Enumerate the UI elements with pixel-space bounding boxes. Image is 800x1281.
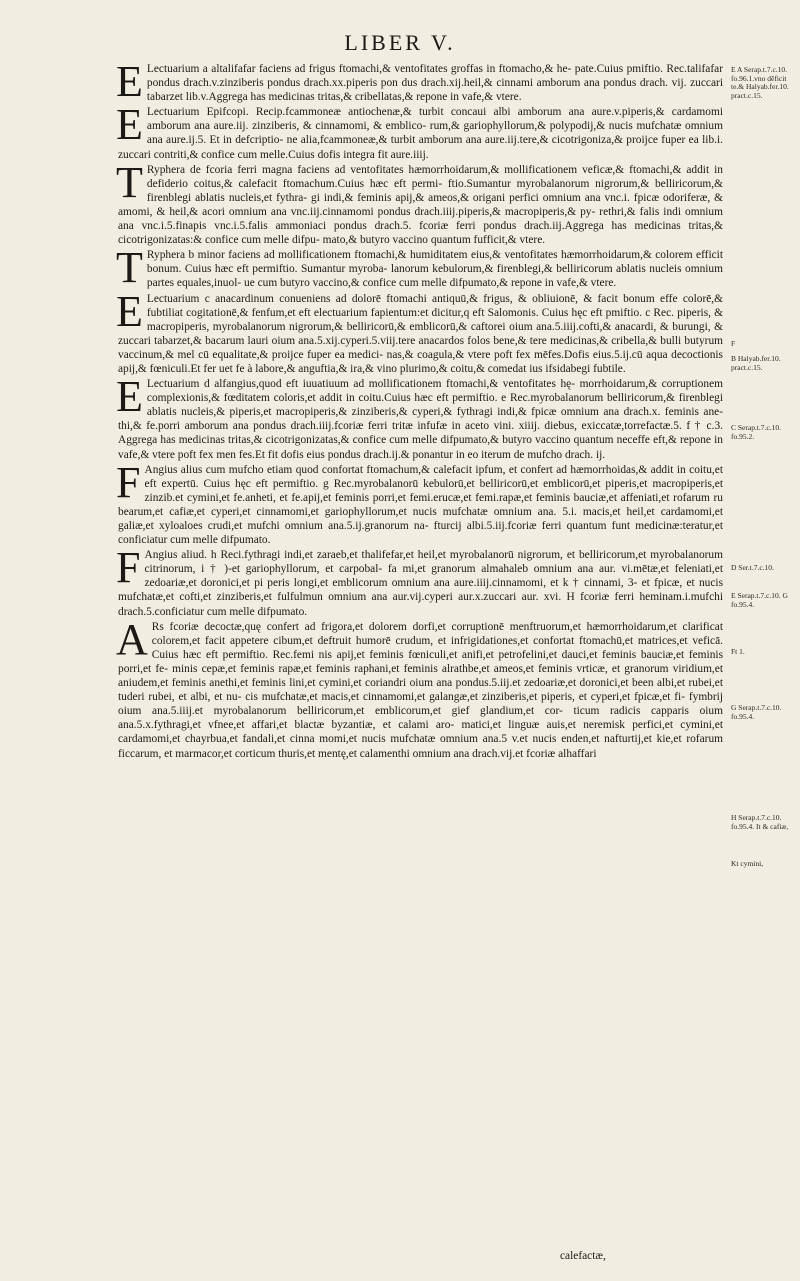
drop-cap: T xyxy=(116,243,143,293)
drop-cap: F xyxy=(116,543,141,593)
paragraph-electuarium-altalifafar xyxy=(116,57,723,106)
margin-note: F xyxy=(731,339,736,348)
paragraph-text: Lectuarium Epifcopi. Recip.fcammoneæ antiochenæ,& turbit concaui albi amborum ana aure.v.piperis,& cardamomi amborum ana aure.iij. zinziberis, & cinnamomi, & emblico- rum,& gariophyllorum,& polypodij,& nucis mufchatæ omnium ana aure.ij.5. Et in defcriptio- ne alia,fcammoneæ,& turbit amborum ana aure.iij.tere,& cicotrigoniza,& proijce fuper ea lib.i. zuccari contriti,& confice cum melle.Cuius dofis integra fit aure.iiij. xyxy=(118,106,723,161)
margin-note: B Halyab.fer.10. pract.c.15. xyxy=(731,354,781,372)
paragraph-ars-scoriae xyxy=(116,614,723,761)
paragraph-electuarium-anacardinum xyxy=(116,286,723,377)
margin-note: E Serap.t.7.c.10. G fo.95.4. xyxy=(731,591,788,609)
margin-note: D Ser.t.7.c.10. xyxy=(731,563,774,572)
margin-note: H Serap.t.7.c.10. fo.95.4. It & cafiæ, xyxy=(731,813,789,831)
paragraph-electuarium-alfangius xyxy=(116,372,723,462)
paragraph-text: Ryphera de fcoria ferri magna faciens ad ventofitates hæmorrhoidarum,& mollificationem veficæ,& ftomachi,& addit in defiderio coitus,& calefacit ftomachum.Cuius hæc eft permi- ftio.Sumantur myrobalanorum nigrorum,& belliricorum,& firenblegi ablatis nucleis,et fythra- gi indi,& feminis apij,& ameos,& origani perfici omnium ana vnc.i. fpicæ odoriferæ, & amomi, & heil,& acori omnium ana vnc.iij.cinnamomi pondus drach.iiij.piperis,& macropiperis,& py- rethri,& falis indi omnium ana vnc.i.5.finapis vnc.i.5.falis ammoniaci pondus drach.5. fcoriæ ferri pondus drach.iij.Aggrega has medicinas tritas,& cicotrigonizatas:& confice cum melle difpu- mato,& butyro vaccino quantum fufficit,& vtere. xyxy=(118,163,723,247)
margin-note: G Serap.t.7.c.10. fo.95.4. xyxy=(731,703,782,721)
paragraph-text: Lectuarium a altalifafar faciens ad frigus ftomachi,& ventofitates groffas in ftomacho,& he- pate.Cuius pmiftio. Rec.talifafar pondus drach.v.zinziberis pondus drach.xx.piperis pon dus drach.xij.heil,& cinnami amborum ana pondus drach. vij. zuccari tabarzet lib.v.Aggrega has medicinas tritas,& cribellatas,& repone in vafe,& vtere. xyxy=(146,63,723,104)
margin-note: Kt cymini, xyxy=(731,859,764,868)
drop-cap: T xyxy=(116,157,143,207)
drop-cap: E xyxy=(116,286,143,336)
paragraph-text: Lectuarium d alfangius,quod eft iuuatiuum ad mollificationem ftomachi,& ventofitates hę- morrhoidarum,& corruptionem complexionis,& fœditatem coloris,et addit in coitu.Cuius hæc eft permiftio. e Rec.myrobalanorum belliricorum,& firenblegi ablatis nucleis,& piperis,et macropiperis,& zinziberis,& cyperi,& fythragi indi,& fpicæ omnium ana drach.x. feminis ane- thi,& fe.porri amborum ana pondus drach.iiij.fcoriæ ferri tritæ infufæ in aceto vini. xiiij. diebus, exiccatæ,torrefactæ.5. f † c.3. Aggrega has medicinas tritas,& cicotrigonizatas,& confice cum melle difpumato,& butyro vaccino quantum neceffe eft,& repone in vafe,& vtere poft fex men fes.Et fit dofis eius pondus drach.ij.& ponantur in eo iterum de mufcho drach. ij. xyxy=(118,378,723,461)
catchword: calefactæ, xyxy=(560,1250,606,1262)
drop-cap: A xyxy=(116,614,148,664)
paragraph-electuarium-episcopi xyxy=(116,100,723,161)
running-head: LIBER V. xyxy=(344,30,456,55)
margin-note: C Serap.t.7.c.10. fo.95.2. xyxy=(731,423,781,441)
paragraph-fangius-aliud xyxy=(116,543,723,618)
paragraph-tryphera-magna xyxy=(116,157,723,248)
drop-cap: E xyxy=(116,57,143,106)
margin-note: Ft 1. xyxy=(731,647,745,656)
paragraph-text: Lectuarium c anacardinum conueniens ad dolorē ftomachi antiquū,& frigus, & obliuionē, & facit bonum effe colorē,& fubtiliat cogitationē,& fenfum,et eft electuarium fapientum:et dicitur,q eft Salomonis. Cuius hęc eft pmiftio. c Rec. piperis, & macropiperis, myrobalanorum nigrorum,& belliricorū,& emblicorū,& caftorei oium ana.5.iiij.cofti,& anacardi, & burungi, & zuccari tabarzet,& bacarum lauri oium ana.5.xij.cyperi.5.viij.tere anacardos folos bene,& tere medicinas,& cribella,& bulli butyrum vaccinum,& mel cū equalitate,& proijce fuper ea medici- nas,& coagula,& vtere poft fex mēfes.Dofis eius.5.ij.cū aqua decoctionis apij,& fœniculi.Et fer uet fe à labore,& anguftia,& ira,& vino plurimo,& coitu,& comedat ius ifsidabegi fubtile. xyxy=(118,292,723,375)
drop-cap: F xyxy=(116,457,141,507)
drop-cap: E xyxy=(116,100,143,150)
paragraph-text: Ryphera b minor faciens ad mollificationem ftomachi,& humiditatem eius,& ventofitates hæmorrhoidarum,& colorem efficit bonum. Cuius hæc eft permiftio. Sumantur myroba- lanorum kebulorum,& firenblegi,& belliricorum ablatis nucleis omnium partes equales,inuol- ue cum butyro vaccino,& confice cum melle difpumato,& repone in vafe,& vtere. xyxy=(146,249,723,290)
margin-note: E A Serap.t.7.c.10. fo.96.1.vno dēficit te.& Halyab.fer.10. pract.c.15. xyxy=(731,65,789,100)
paragraph-text: Angius aliud. h Reci.fythragi indi,et zaraeb,et thalifefar,et heil,et myrobalanorū nigrorum, et belliricorum,et myrobalanorum citrinorum, i † )-et gariophyllorum, et carpobal- fa mi,et granorum almahaleb omnium ana aur. vi.mētæ,et feleniati,et zedoariæ,et doronici,et pi peris longi,et emblicorum omnium ana aure.iiij.cinnamomi, et k † cinnami, 3- et fpicæ, et nucis mufchatæ,et cofti,et zinziberis,et fulfulmun omnium ana aur.vij.cyperi aur.x.zuccari aur. xvi. H fcoriæ ferri heminam.i.mufchi drach.5.conficiatur cum melle difpumato. xyxy=(118,549,723,618)
drop-cap: E xyxy=(116,372,143,422)
main-text-block xyxy=(116,57,723,762)
paragraph-text: Rs fcoriæ decoctæ,quę confert ad frigora,et dolorem dorfi,et corruptionē menftruorum,et hæmorrhoidarum,et clarificat colorem,et facit appetere cibum,et deftruit humorē crudum, et infrigidationes,et confortat ftomachū,et matrices,et veficā. Cuius hæc eft permiftio. Rec.femi nis apij,et feminis fœniculi,et anifi,et petrofelini,et dauci,et feminis bauciæ,et feminis porri,et fe- minis cepæ,et feminis rapæ,et feminis raphani,et feminis alrathbe,et ameos,et feminis vrticæ, et granorum viridium,et aniudem,et feminis anethi,et feminis lini,et cymini,et coriandri oium ana pondus.5.iij.et zedoariæ,et doronici,et been albi,et rubei,et tuderi rubei, et albi, et nu- cis mufchatæ,et macis,et cinnamomi,et galangæ,et zinziberis,et piperis, et cyperi,et fpicæ,et fi- fymbrij oium ana.5.iiij.et myrobalanorum belliricorum,et emblicorum,et gief glandium,et cor- ticum radicis capparis oium ana.5.x.fythragi,et vfnee,et affari,et blactæ byzantiæ, et calami aro- matici,et linguæ auis,et neremisk perfici,et cymini,et cardamomi,et chayrbua,et fandali,et cinna momi,et nucis mufchatæ omnium ana.5 v.et nucis enden,et nafturtij,et kie,et rofarum ficcarum, et marmacor,et corticum thuris,et mentę,et calamenthi omnium ana drach.vij.et fcoriæ alhaffari xyxy=(118,620,723,760)
paragraph-text: Angius alius cum mufcho etiam quod confortat ftomachum,& calefacit ipfum, et confert ad hæmorrhoidas,& addit in coitu,et eft expertū. Cuius hęc eft permiftio. g Rec.myrobalanorū kebulorū,et belliricorū,et emblicorū,et piperis,et macropiperis,et zinzib.et cymini,et fe.anheti, et fe.apij,et feminis porri,et femi.erucæ,et femi.rapæ,et feminis bauciæ,et affeniati,et rofarum ru bearum,et cafiæ,et cyperi,et cinnamomi,et gariophyllorum,et nucis mufchatæ omnium ana. 5.i. macis,et heil,et cardamomi,et galiæ,et xyloaloes crudi,et mufchi omnium ana.5.ij.granorum na- fturcij albi.5.iij.fcoriæ ferri quantum funt medicinæ:teratur,et conficiatur cum melle difpumato. xyxy=(118,463,723,547)
paragraph-fangius-alius xyxy=(116,457,723,548)
paragraph-tryphera-minor xyxy=(116,243,723,293)
